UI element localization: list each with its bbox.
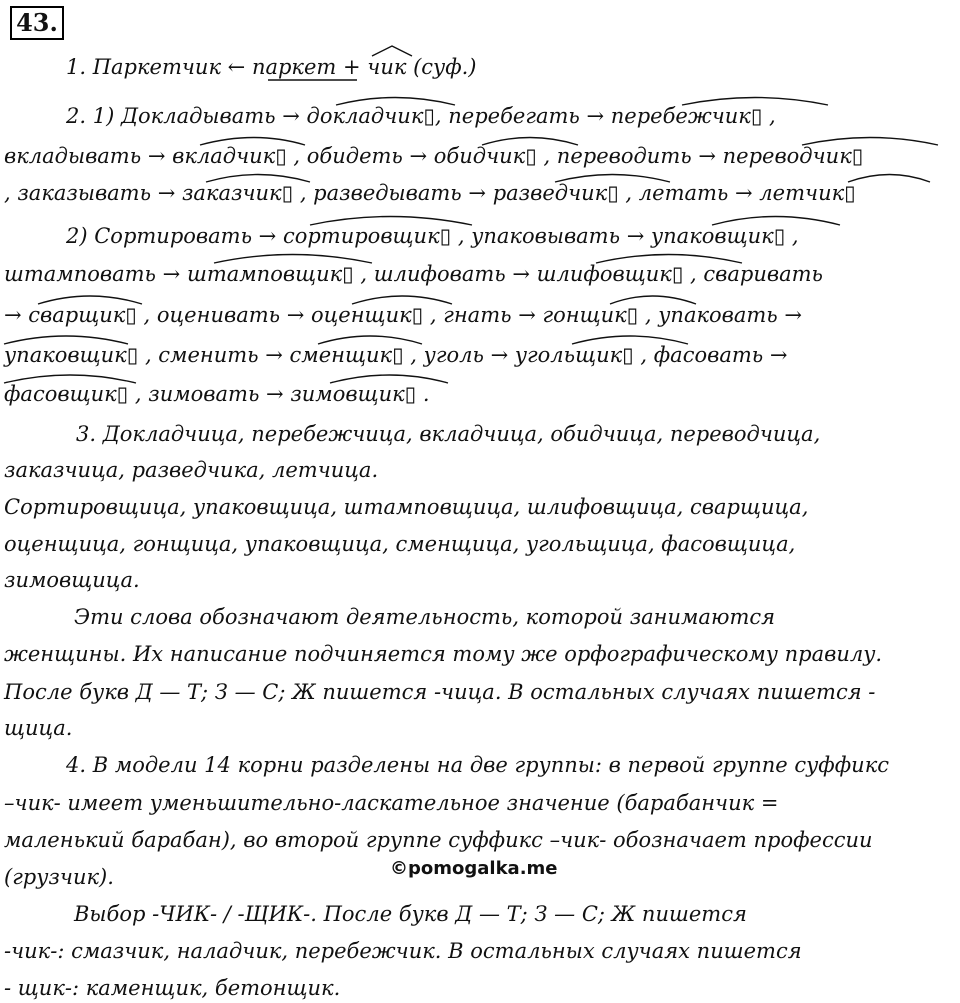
watermark: ©pomogalka.me — [390, 858, 558, 879]
text-line-16: женщины. Их написание подчиняется тому же орфографическому правилу. — [4, 642, 883, 666]
text-line-8: упаковщик▯ , сменить → сменщик▯ , уголь → угольщик▯ , фасовать → — [4, 343, 788, 367]
text-line-12: Сортировщица, упаковщица, штамповщица, шлифовщица, сварщица, — [4, 495, 809, 519]
text-line-23: Выбор -ЧИК- / -ЩИК-. После букв Д — Т; З — С; Ж пишется — [74, 902, 747, 926]
text-line-2: 2. 1) Докладывать → докладчик▯, перебегать → перебежчик▯ , — [66, 104, 776, 128]
text-line-14: зимовщица. — [4, 568, 140, 592]
text-line-11: заказчица, разведчика, летчица. — [4, 458, 379, 482]
text-line-25: - щик-: каменщик, бетонщик. — [4, 976, 341, 1000]
text-line-1: 1. Паркетчик ← паркет + чик (суф.) — [66, 55, 477, 79]
text-line-15: Эти слова обозначают деятельность, которой занимаются — [74, 605, 776, 629]
task-number: 43. — [10, 6, 64, 40]
text-line-3: вкладывать → вкладчик▯ , обидеть → обидчик▯ , переводить → переводчик▯ — [4, 144, 864, 168]
text-line-20: –чик- имеет уменьшительно-ласкательное значение (барабанчик = — [4, 791, 779, 815]
text-line-4: , заказывать → заказчик▯ , разведывать → разведчик▯ , летать → летчик▯ — [4, 181, 856, 205]
text-line-6: штамповать → штамповщик▯ , шлифовать → шлифовщик▯ , сваривать — [4, 262, 823, 286]
text-line-21: маленький барабан), во второй группе суффикс –чик- обозначает профессии — [4, 828, 873, 852]
text-line-22: (грузчик). — [4, 865, 114, 889]
text-line-18: щица. — [4, 716, 73, 740]
text-line-17: После букв Д — Т; З — С; Ж пишется -чица. В остальных случаях пишется - — [4, 680, 876, 704]
text-line-19: 4. В модели 14 корни разделены на две группы: в первой группе суффикс — [66, 753, 889, 777]
text-line-13: оценщица, гонщица, упаковщица, сменщица, угольщица, фасовщица, — [4, 532, 796, 556]
root-arc-mark — [848, 175, 930, 183]
text-line-24: -чик-: смазчик, наладчик, перебежчик. В остальных случаях пишется — [4, 939, 802, 963]
text-line-5: 2) Сортировать → сортировщик▯ , упаковывать → упаковщик▯ , — [66, 224, 799, 248]
text-line-10: 3. Докладчица, перебежчица, вкладчица, обидчица, переводчица, — [76, 422, 821, 446]
text-line-7: → сварщик▯ , оценивать → оценщик▯ , гнать → гонщик▯ , упаковать → — [4, 303, 803, 327]
text-line-9: фасовщик▯ , зимовать → зимовщик▯ . — [4, 382, 430, 406]
